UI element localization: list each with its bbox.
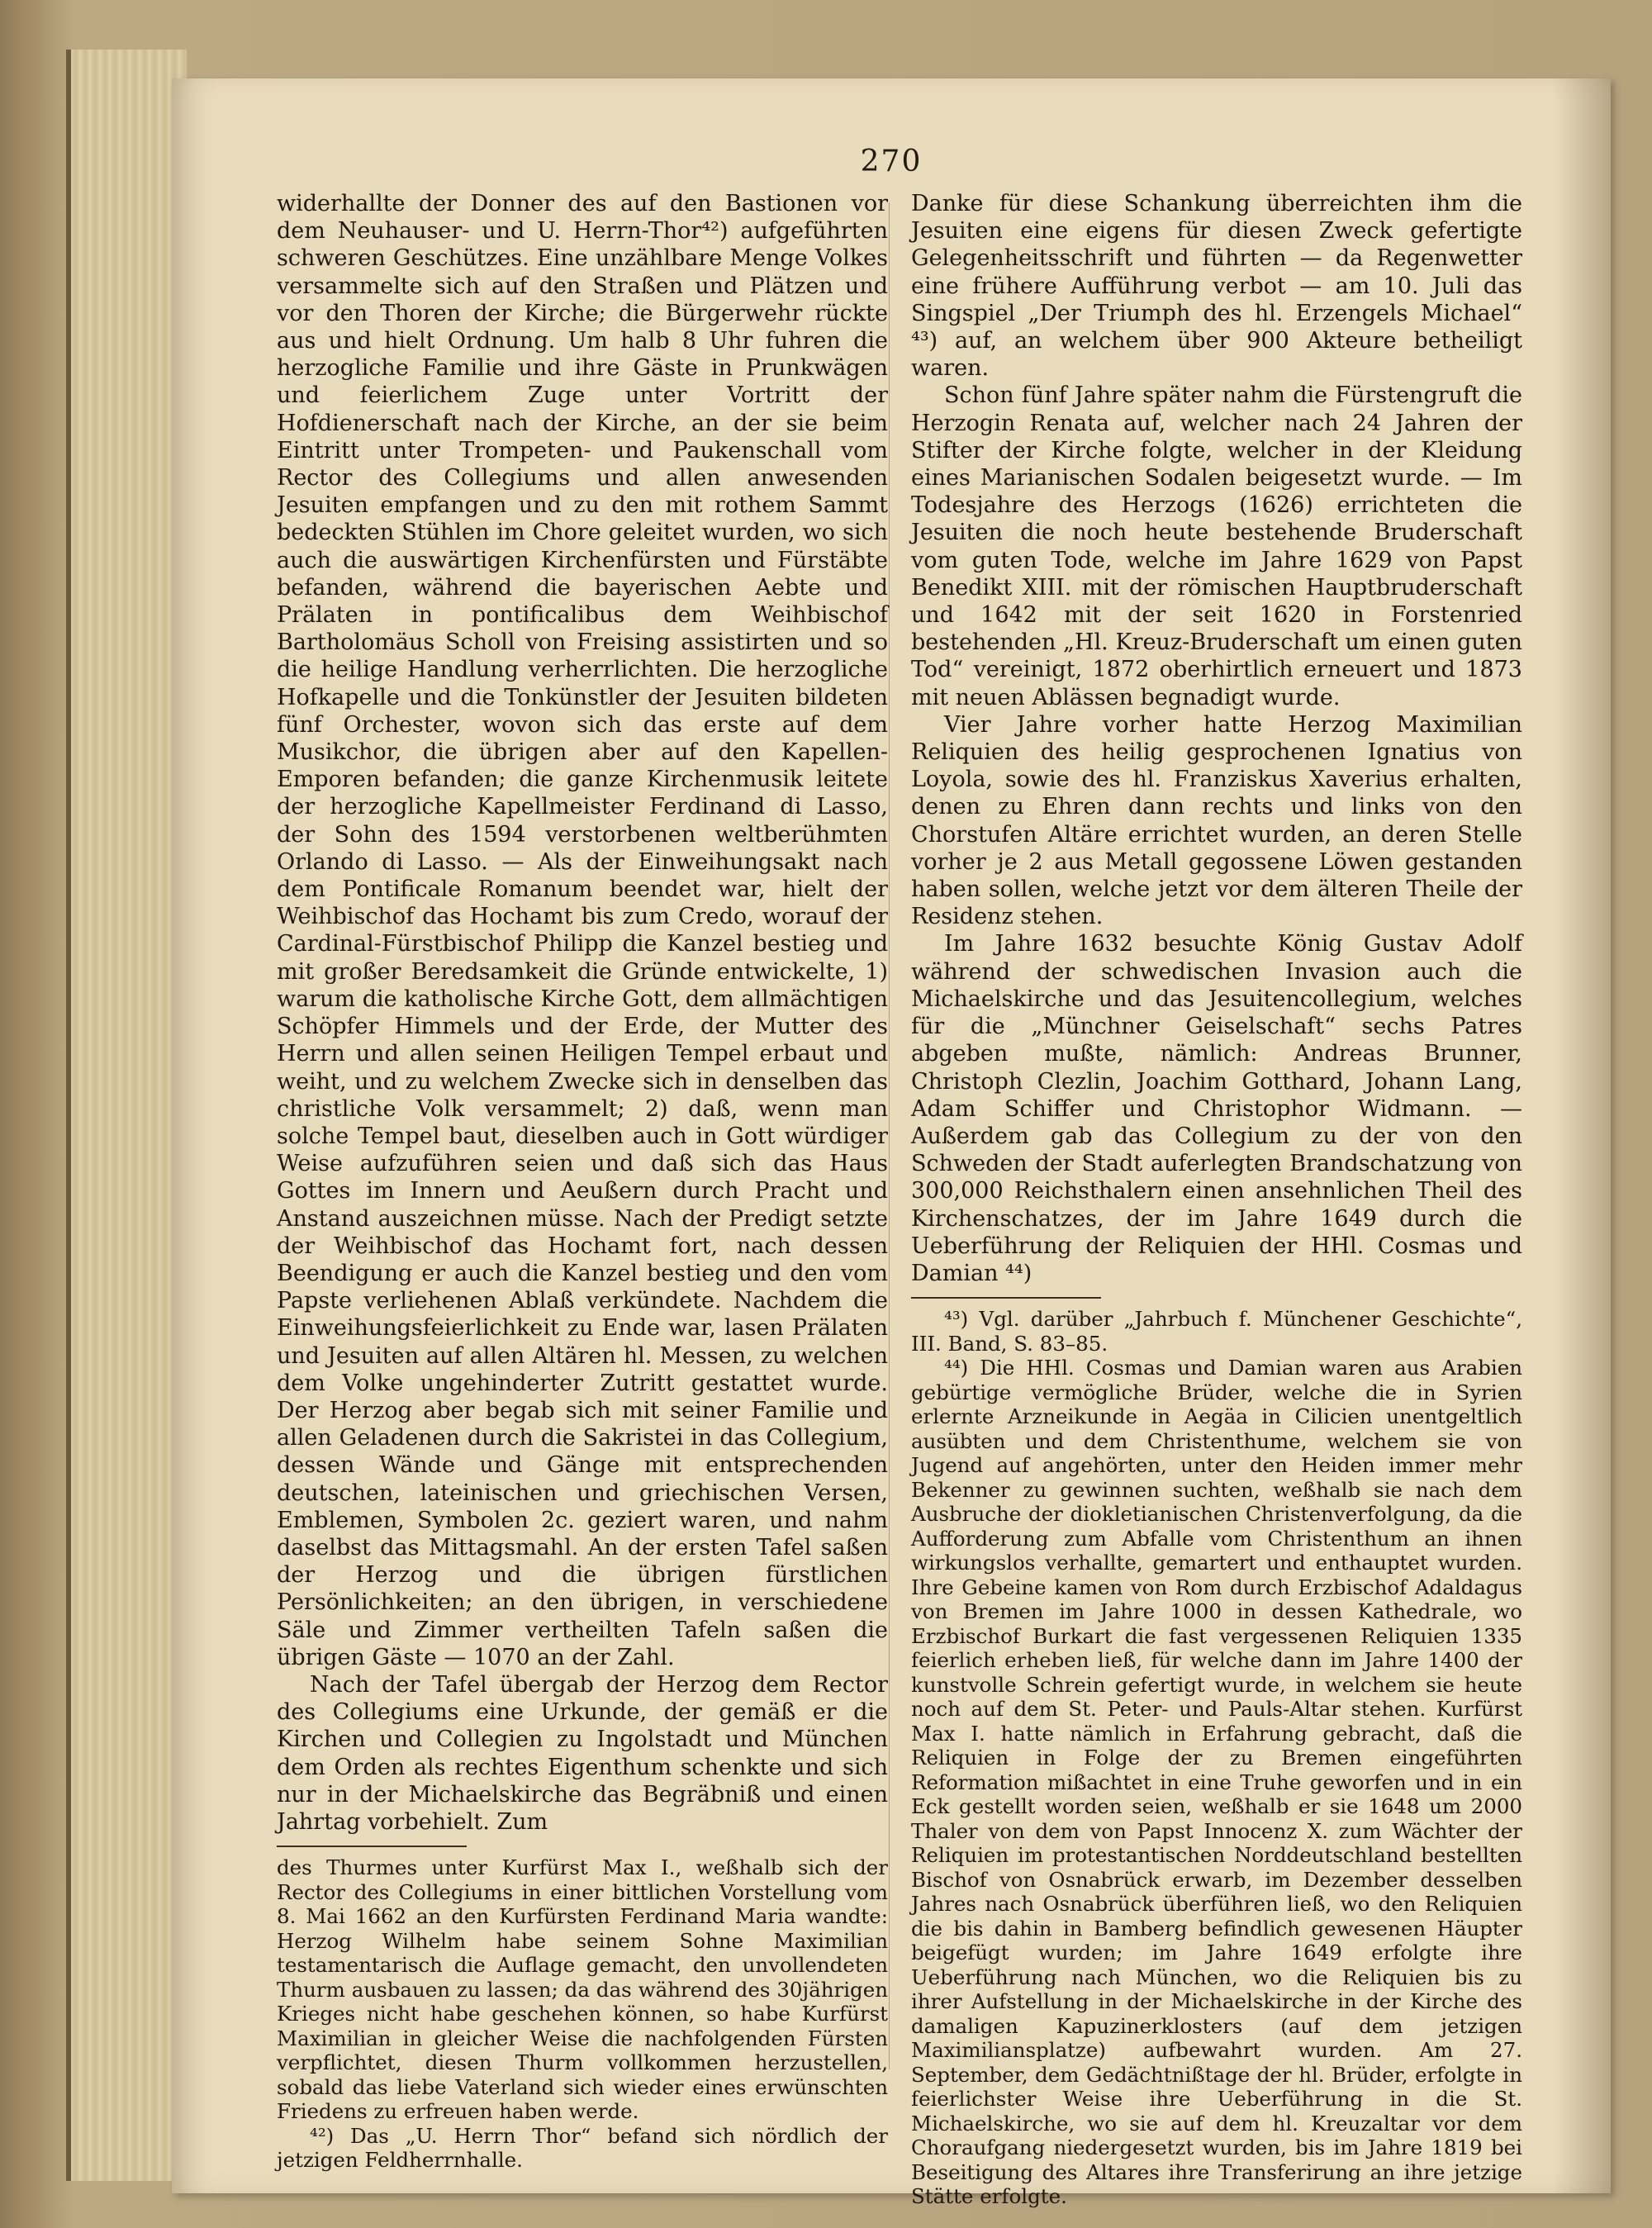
left-paragraph-2: Nach der Tafel übergab der Herzog dem Rector des Collegiums eine Urkunde, der gemäß er die Kirchen und Collegien zu Ingolstadt und München dem Orden als rechtes Eigenthum schenkte und sich nur in der Michaelskirche das Begräbniß und einen Jahrtag vorbehielt. Zum xyxy=(277,1671,888,1835)
left-footnote-continuation: des Thurmes unter Kurfürst Max I., weßhalb sich der Rector des Collegiums in einer bittlichen Vorstellung vom 8. Mai 1662 an den Kurfürsten Ferdinand Maria wandte: Herzog Wilhelm habe seinem Sohne Maximilian testamentarisch die Auflage gemacht, den unvollendeten Thurm ausbauen zu lassen; da das während des 30jährigen Krieges nicht habe geschehen können, so habe Kurfürst Maximilian in gleicher Weise die nachfolgenden Fürsten verpflichtet, diesen Thurm vollkommen herzustellen, sobald das liebe Vaterland sich wieder eines erwünschten Friedens zu erfreuen haben werde. xyxy=(277,1855,888,2124)
right-paragraph-1: Danke für diese Schankung überreichten ihm die Jesuiten eine eigens für diesen Zweck gefertigte Gelegenheitsschrift und führten — da Regenwetter eine frühere Aufführung verbot — am 10. Juli das Singspiel „Der Triumph des hl. Erzengels Michael“ ⁴³) auf, an welchem über 900 Akteure betheiligt waren. xyxy=(911,191,1522,382)
footnote-43: ⁴³) Vgl. darüber „Jahrbuch f. Münchener Geschichte“, III. Band, S. 83–85. xyxy=(911,1307,1522,1356)
book-page xyxy=(172,78,1611,2209)
left-footnotes xyxy=(277,1855,888,2173)
footnote-44: ⁴⁴) Die HHl. Cosmas und Damian waren aus Arabien gebürtige vermögliche Brüder, welche die in Syrien erlernte Arzneikunde in Aegäa in Cilicien unentgeltlich ausübten und dem Christenthume, welchem sie von Jugend auf angehörten, unter den Heiden immer mehr Bekenner zu gewinnen suchten, weßhalb sie nach dem Ausbruche der diokletianischen Christenverfolgung, da die Aufforderung zum Abfalle vom Christenthum an ihnen wirkungslos verhallte, gemartert und enthauptet wurden. Ihre Gebeine kamen von Rom durch Erzbischof Adaldagus von Bremen im Jahre 1000 in dessen Kathedrale, wo Erzbischof Burkart die fast vergessenen Reliquien 1335 feierlich erheben ließ, für welche dann im Jahre 1400 der kunstvolle Schrein gefertigt wurde, in welchem sie heute noch auf dem St. Peter- und Pauls-Altar stehen. Kurfürst Max I. hatte nämlich in Erfahrung gebracht, daß die Reliquien in Folge der zu Bremen eingeführten Reformation mißachtet in eine Truhe geworfen und in ein Eck gestellt worden seien, weßhalb er sie 1648 um 2000 Thaler von dem von Papst Innocenz X. zum Wächter der Reliquien im protestantischen Norddeutschland bestellten Bischof von Osnabrück erwarb, im Dezember desselben Jahres nach Osnabrück überführen ließ, wo den Reliquien die bis dahin in Bamberg befindlich gewesenen Häupter beigefügt wurden; im Jahre 1649 erfolgte ihre Ueberführung nach München, wo die Reliquien bis zu ihrer Aufstellung in der Michaelskirche in der Kirche des damaligen Kapuzinerklosters (auf dem jetzigen Maximiliansplatze) aufbewahrt wurden. Am 27. September, dem Gedächtnißtage der hl. Brüder, erfolgte in feierlichster Weise ihre Ueberführung in die St. Michaelskirche, wo sie auf dem hl. Kreuzaltar vor dem Choraufgang niedergesetzt wurden, bis im Jahre 1819 bei Beseitigung des Altares ihre Transferirung an ihre jetzige Stätte erfolgte. xyxy=(911,1356,1522,2209)
footnote-rule-right xyxy=(911,1297,1101,1299)
page-number: 270 xyxy=(860,145,923,178)
right-paragraph-2: Schon fünf Jahre später nahm die Fürstengruft die Herzogin Renata auf, welcher nach 24 Jahren der Stifter der Kirche folgte, welcher in der Kleidung eines Marianischen Sodalen beigesetzt wurde. — Im Todesjahre des Herzogs (1626) errichteten die Jesuiten die noch heute bestehende Bruderschaft vom guten Tode, welche im Jahre 1629 von Papst Benedikt XIII. mit der römischen Hauptbruderschaft und 1642 mit der seit 1620 in Forstenried bestehenden „Hl. Kreuz-Bruderschaft um einen guten Tod“ vereinigt, 1872 oberhirtlich erneuert und 1873 mit neuen Ablässen begnadigt wurde. xyxy=(911,382,1522,710)
gutter-shadow xyxy=(1553,78,1611,2193)
right-paragraph-4: Im Jahre 1632 besuchte König Gustav Adolf während der schwedischen Invasion auch die Michaelskirche und das Jesuitencollegium, welches für die „Münchner Geiselschaft“ sechs Patres abgeben mußte, nämlich: Andreas Brunner, Christoph Clezlin, Joachim Gotthard, Johann Lang, Adam Schiffer und Christophor Widmann. — Außerdem gab das Collegium zu der von den Schweden der Stadt auferlegten Brandschatzung von 300,000 Reichsthalern einen ansehnlichen Theil des Kirchenschatzes, der im Jahre 1649 durch die Ueberführung der Reliquien der HHl. Cosmas und Damian ⁴⁴) xyxy=(911,931,1522,1286)
footnote-42: ⁴²) Das „U. Herrn Thor“ befand sich nördlich der jetzigen Feldherrnhalle. xyxy=(277,2123,888,2173)
book-page-edges xyxy=(66,50,187,2181)
right-paragraph-3: Vier Jahre vorher hatte Herzog Maximilian Reliquien des heilig gesprochenen Ignatius von Loyola, sowie des hl. Franziskus Xaverius erhalten, denen zu Ehren dann rechts und links von den Chorstufen Altäre errichtet wurden, an deren Stelle vorher je 2 aus Metall gegossene Löwen gestanden haben sollen, welche jetzt vor dem älteren Theile der Residenz stehen. xyxy=(911,711,1522,930)
right-column xyxy=(911,190,1522,2209)
footnote-rule-left xyxy=(277,1846,467,1847)
left-column xyxy=(277,190,888,2173)
right-footnotes xyxy=(911,1307,1522,2209)
left-paragraph-1: widerhallte der Donner des auf den Bastionen vor dem Neuhauser- und U. Herrn-Thor⁴²) aufgeführten schweren Geschützes. Eine unzählbare Menge Volkes versammelte sich auf den Straßen und Plätzen und vor den Thoren der Kirche; die Bürgerwehr rückte aus und hielt Ordnung. Um halb 8 Uhr fuhren die herzogliche Familie und ihre Gäste in Prunkwägen und feierlichem Zuge unter Vortritt der Hofdienerschaft nach der Kirche, an der sie beim Eintritt unter Trompeten- und Paukenschall vom Rector des Collegiums und allen anwesenden Jesuiten empfangen und zu den mit rothem Sammt bedeckten Stühlen im Chore geleitet wurden, wo sich auch die auswärtigen Kirchenfürsten und Fürstäbte befanden, während die bayerischen Aebte und Prälaten in pontificalibus dem Weihbischof Bartholomäus Scholl von Freising assistirten und so die heilige Handlung verherrlichten. Die herzogliche Hofkapelle und die Tonkünstler der Jesuiten bildeten fünf Orchester, wovon sich das erste auf dem Musikchor, die übrigen aber auf den Kapellen-Emporen befanden; die ganze Kirchenmusik leitete der herzogliche Kapellmeister Ferdinand di Lasso, der Sohn des 1594 verstorbenen weltberühmten Orlando di Lasso. — Als der Einweihungsakt nach dem Pontificale Romanum beendet war, hielt der Weihbischof das Hochamt bis zum Credo, worauf der Cardinal-Fürstbischof Philipp die Kanzel bestieg und mit großer Beredsamkeit die Gründe entwickelte, 1) warum die katholische Kirche Gott, dem allmächtigen Schöpfer Himmels und der Erde, der Mutter des Herrn und allen seinen Heiligen Tempel erbaut und weiht, und zu welchem Zwecke sich in denselben das christliche Volk versammelt; 2) daß, wenn man solche Tempel baut, dieselben auch in Gott würdiger Weise aufzuführen seien und daß sich das Haus Gottes im Innern und Aeußern durch Pracht und Anstand auszeichnen müsse. Nach der Predigt setzte der Weihbischof das Hochamt fort, nach dessen Beendigung er auch die Kanzel bestieg und den vom Papste verliehenen Ablaß verkündete. Nachdem die Einweihungsfeierlichkeit zu Ende war, lasen Prälaten und Jesuiten auf allen Altären hl. Messen, zu welchen dem Volke ungehinderter Zutritt gestattet wurde. Der Herzog aber begab sich mit seiner Familie und allen Geladenen durch die Sakristei in das Collegium, dessen Wände und Gänge mit entsprechenden deutschen, lateinischen und griechischen Versen, Emblemen, Symbolen 2c. geziert waren, und nahm daselbst das Mittagsmahl. An der ersten Tafel saßen der Herzog und die übrigen fürstlichen Persönlichkeiten; an den übrigen, in verschiedene Säle und Zimmer vertheilten Tafeln saßen die übrigen Gäste — 1070 an der Zahl. xyxy=(277,191,888,1670)
column-divider xyxy=(889,202,890,2069)
